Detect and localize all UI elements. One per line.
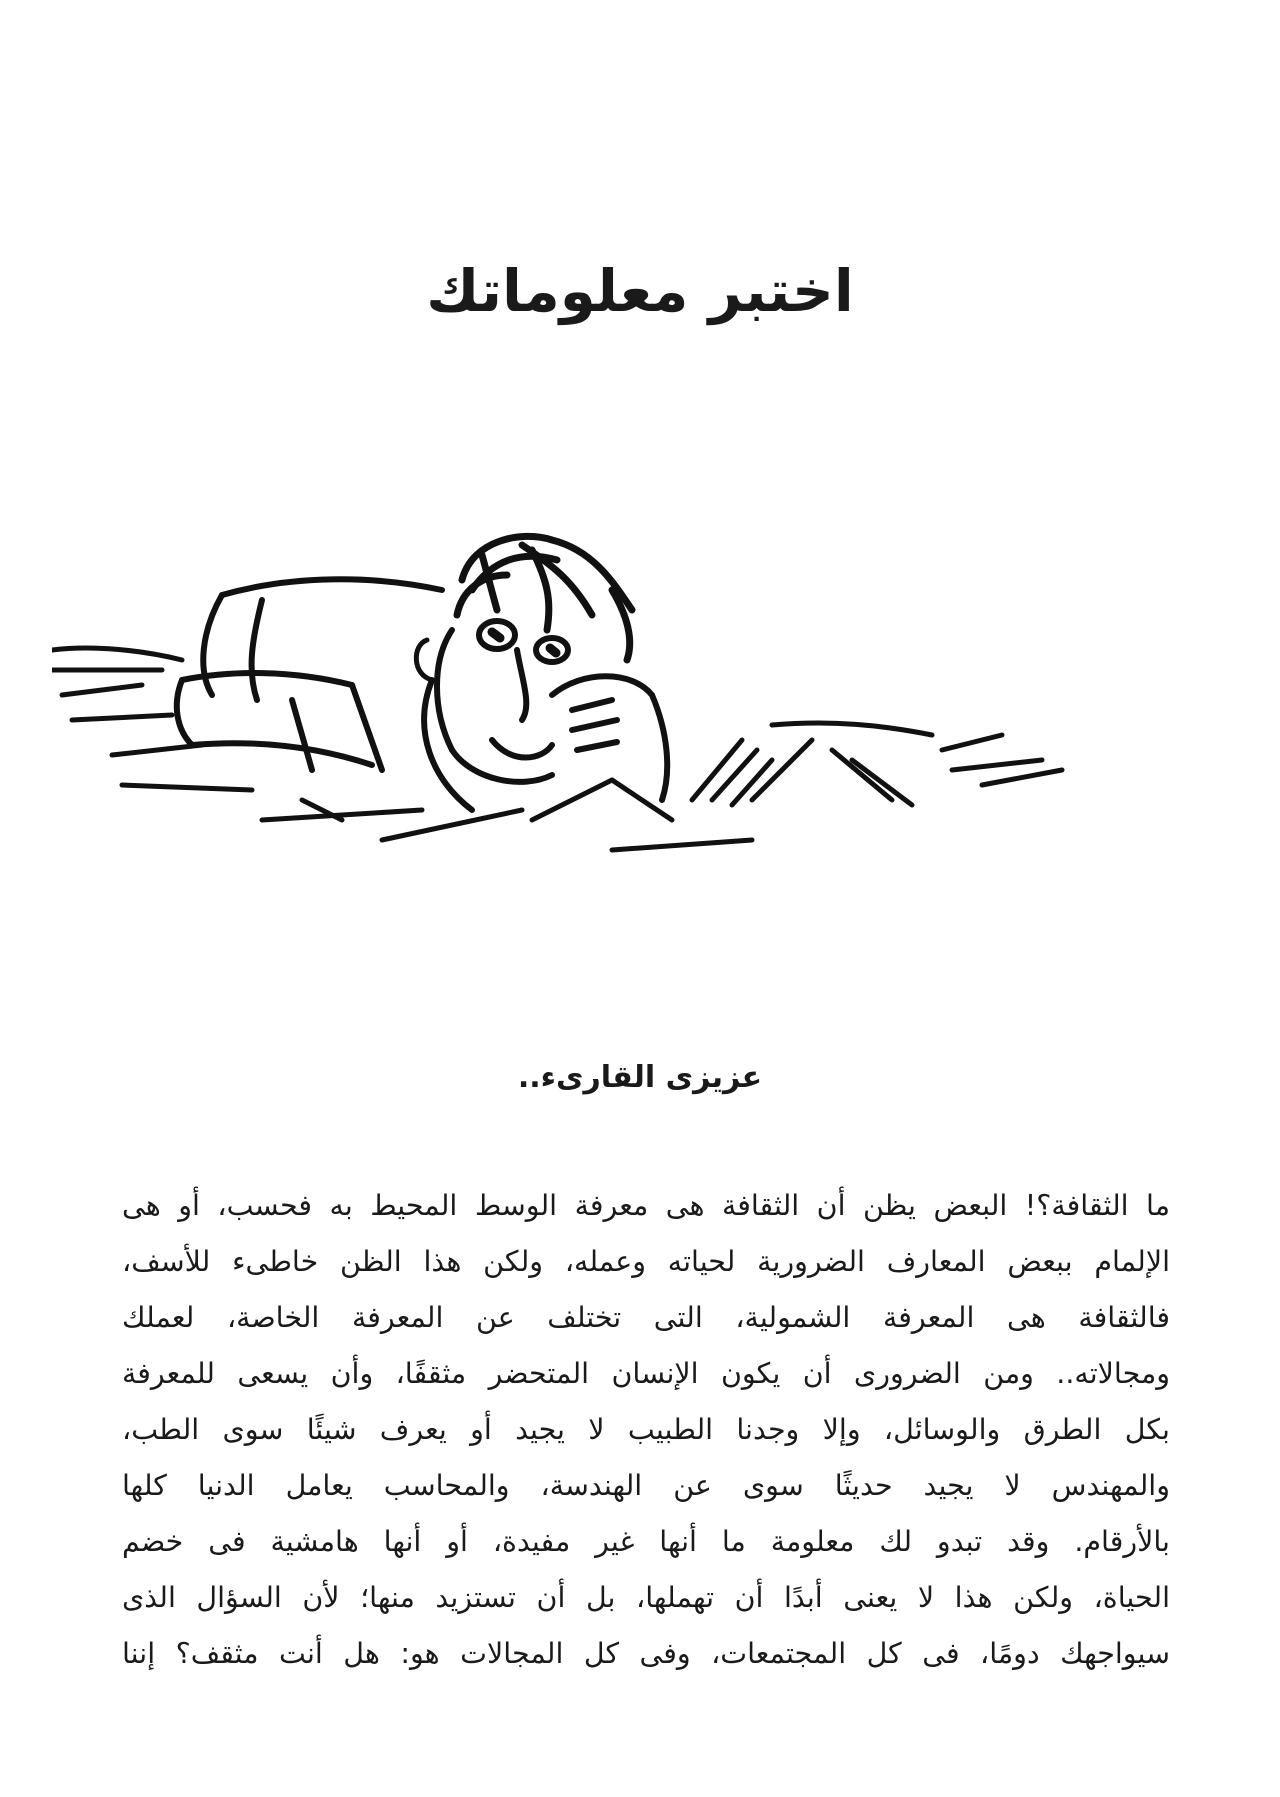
paragraph-line: بالأرقام. وقد تبدو لك معلومة ما أنها غير مفيدة، أو أنها هامشية فى خضم bbox=[122, 1525, 1170, 1558]
paragraph-line: ومجالاته.. ومن الضرورى أن يكون الإنسان المتحضر مثقفًا، وأن يسعى للمعرفة bbox=[122, 1357, 1170, 1390]
paragraph-line: سيواجهك دومًا، فى كل المجتمعات، وفى كل المجالات هو: هل أنت مثقف؟ إننا bbox=[122, 1637, 1170, 1670]
paragraph-line: الحياة، ولكن هذا لا يعنى أبدًا أن تهملها، بل أن تستزيد منها؛ لأن السؤال الذى bbox=[122, 1581, 1170, 1614]
face-sketch bbox=[416, 621, 568, 782]
body-sketch bbox=[203, 579, 472, 810]
paragraph-line: بكل الطرق والوسائل، وإلا وجدنا الطبيب لا يجيد أو يعرف شيئًا سوى الطب، bbox=[122, 1413, 1170, 1446]
paragraph-line: الإلمام ببعض المعارف الضرورية لحياته وعمله، ولكن هذا الظن خاطىء للأسف، bbox=[122, 1245, 1170, 1278]
reading-man-illustration bbox=[52, 520, 1132, 940]
paragraph-line: والمهندس لا يجيد حديثًا سوى عن الهندسة، والمحاسب يعامل الدنيا كلها bbox=[122, 1469, 1170, 1502]
body-paragraph bbox=[122, 1178, 1170, 1682]
paragraph-line: ما الثقافة؟! البعض يظن أن الثقافة هى معرفة الوسط المحيط به فحسب، أو هى bbox=[122, 1189, 1170, 1222]
page-title: اختبر معلوماتك bbox=[426, 257, 854, 325]
paragraph-line: فالثقافة هى المعرفة الشمولية، التى تختلف عن المعرفة الخاصة، لعملك bbox=[122, 1301, 1170, 1334]
greeting: عزيزى القارىء.. bbox=[517, 1060, 763, 1095]
